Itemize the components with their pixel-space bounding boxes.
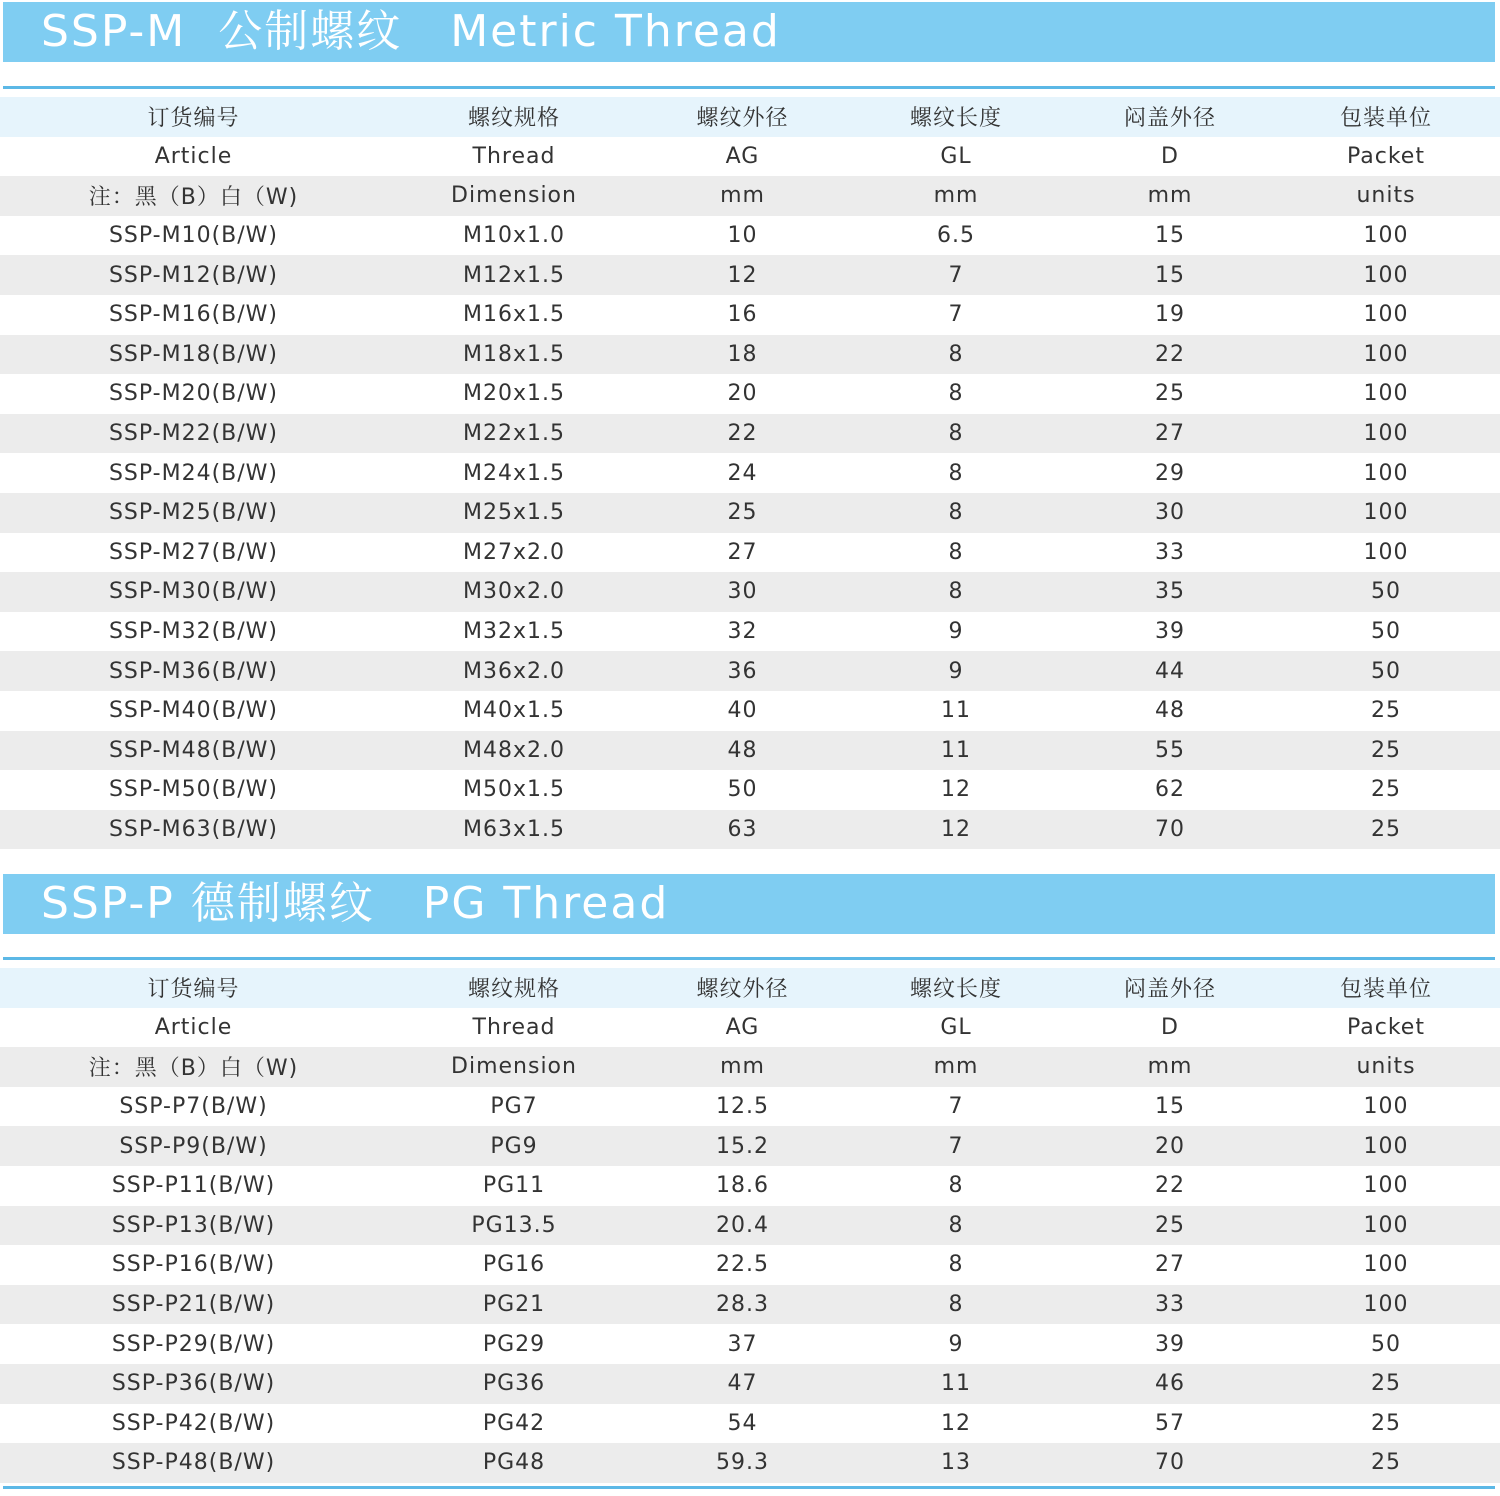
column-header: 螺纹规格 [387,97,641,137]
table-cell: PG42 [482,1410,546,1436]
table-cell: 15.2 [641,1126,844,1166]
table-cell: 100 [1272,1126,1500,1166]
table-cell: 15 [1155,1094,1185,1120]
table-cell: 27 [1068,414,1272,454]
table-cell: SSP-M10(B/W) [108,223,279,249]
table-cell: 70 [1068,810,1272,850]
header-row [0,176,1500,216]
table-cell: 37 [727,1331,758,1357]
table-cell: 28.3 [641,1285,844,1325]
column-header: Thread [472,1014,556,1040]
column-header: Article [154,1014,233,1040]
table-cell: M16x1.5 [463,302,565,328]
table-row [0,374,1500,414]
metric-section-title: SSP-M 公制螺纹 Metric Thread [41,6,781,57]
table-cell: SSP-P16(B/W) [111,1252,276,1278]
table-cell: M12x1.5 [387,255,641,295]
table-cell: M63x1.5 [387,810,641,850]
table-cell: 22 [641,414,844,454]
header-row [0,968,1500,1008]
table-row [0,810,1500,850]
table-cell: 7 [844,255,1068,295]
table-row [0,1126,1500,1166]
table-cell: PG48 [387,1443,641,1483]
table-cell: SSP-P21(B/W) [0,1285,387,1325]
table-cell: 47 [641,1364,844,1404]
table-cell: 50 [1272,572,1500,612]
table-cell: 25 [641,493,844,533]
table-cell: 25 [1371,698,1401,724]
table-row [0,612,1500,652]
table-cell: 100 [1363,460,1409,486]
table-cell: 62 [1155,777,1185,803]
table-cell: 100 [1363,302,1409,328]
pg-section-title: SSP-P 德制螺纹 PG Thread [41,878,670,929]
table-row [0,770,1500,810]
table-cell: 33 [1068,1285,1272,1325]
table-cell: 48 [641,731,844,771]
column-header: mm [1068,176,1272,216]
table-cell: 48 [1155,698,1185,724]
table-cell: 70 [1068,1443,1272,1483]
table-cell: 8 [948,460,964,486]
table-cell: 100 [1272,1206,1500,1246]
column-header: mm [1068,1047,1272,1087]
column-header: mm [641,176,844,216]
column-header: Dimension [387,1047,641,1087]
metric-divider [3,86,1495,89]
table-cell: 100 [1363,1173,1409,1199]
table-cell: 30 [641,572,844,612]
table-row [0,1443,1500,1483]
table-cell: SSP-M40(B/W) [108,698,279,724]
table-row [0,414,1500,454]
metric-title-bar [3,2,1495,62]
table-cell: SSP-M16(B/W) [108,302,279,328]
column-header: 螺纹长度 [844,97,1068,137]
table-cell: SSP-M36(B/W) [0,651,387,691]
table-cell: 7 [844,1126,1068,1166]
column-header: units [1272,1047,1500,1087]
table-cell: 19 [1155,302,1185,328]
table-cell: SSP-P29(B/W) [111,1331,276,1357]
table-cell: M18x1.5 [387,335,641,375]
table-cell: 33 [1155,539,1185,565]
column-header: D [1161,1014,1179,1040]
pg-divider [3,957,1495,960]
table-cell: 39 [1155,619,1185,645]
column-header: 订货编号 [0,97,387,137]
metric-spec-table [0,97,1500,849]
table-cell: PG13.5 [387,1206,641,1246]
table-cell: 9 [948,619,964,645]
table-cell: 6.5 [937,223,975,249]
table-cell: PG7 [490,1094,538,1120]
table-cell: 12 [844,810,1068,850]
table-cell: 15 [1155,223,1185,249]
table-cell: 25 [1371,777,1401,803]
table-cell: 8 [844,493,1068,533]
table-cell: 100 [1272,414,1500,454]
table-cell: SSP-M63(B/W) [0,810,387,850]
table-cell: 20 [1068,1126,1272,1166]
table-cell: 44 [1068,651,1272,691]
table-cell: 12 [941,1410,971,1436]
table-cell: M27x2.0 [463,539,565,565]
table-cell: 27 [1155,1252,1185,1278]
table-cell: 27 [727,539,758,565]
table-row [0,453,1500,493]
table-cell: 100 [1272,335,1500,375]
table-cell: 100 [1363,539,1409,565]
table-row [0,216,1500,256]
table-cell: SSP-P7(B/W) [119,1094,268,1120]
table-cell: 25 [1272,1443,1500,1483]
table-cell: 25 [1272,731,1500,771]
table-cell: 9 [844,651,1068,691]
table-cell: M40x1.5 [463,698,565,724]
table-cell: M25x1.5 [387,493,641,533]
table-cell: 25 [1272,1364,1500,1404]
table-cell: 54 [727,1410,758,1436]
table-cell: SSP-M30(B/W) [0,572,387,612]
table-cell: M48x2.0 [387,731,641,771]
table-cell: 46 [1068,1364,1272,1404]
pg-title-bar [3,874,1495,934]
table-cell: 25 [1272,810,1500,850]
column-header: GL [940,143,972,169]
table-row [0,691,1500,731]
table-cell: 35 [1068,572,1272,612]
table-cell: 29 [1155,460,1185,486]
column-header: Dimension [387,176,641,216]
table-cell: 11 [844,731,1068,771]
header-row [0,1047,1500,1087]
table-cell: 100 [1363,1252,1409,1278]
table-cell: 50 [1371,619,1401,645]
table-cell: 24 [727,460,758,486]
table-cell: SSP-P36(B/W) [0,1364,387,1404]
table-cell: SSP-M27(B/W) [108,539,279,565]
table-cell: 8 [844,335,1068,375]
table-cell: 16 [727,302,758,328]
table-cell: 8 [948,1252,964,1278]
column-header: AG [725,1014,760,1040]
table-row [0,651,1500,691]
pg-spec-table [0,968,1500,1483]
header-row [0,1008,1500,1048]
column-header: 订货编号 [0,968,387,1008]
column-header: 螺纹规格 [387,968,641,1008]
column-header: Packet [1347,1014,1425,1040]
table-cell: 100 [1363,223,1409,249]
table-row [0,1285,1500,1325]
table-cell: 100 [1363,1094,1409,1120]
table-cell: 55 [1068,731,1272,771]
table-row [0,731,1500,771]
table-cell: SSP-P13(B/W) [0,1206,387,1246]
table-cell: 57 [1155,1410,1185,1436]
header-row [0,97,1500,137]
table-row [0,572,1500,612]
table-row [0,295,1500,335]
table-cell: 22 [1068,335,1272,375]
table-cell: SSP-P48(B/W) [0,1443,387,1483]
table-row [0,1324,1500,1364]
table-cell: 50 [1272,651,1500,691]
column-header: 闷盖外径 [1068,968,1272,1008]
table-cell: PG16 [482,1252,546,1278]
table-cell: 18 [641,335,844,375]
table-cell: M36x2.0 [387,651,641,691]
table-row [0,335,1500,375]
table-cell: SSP-M25(B/W) [0,493,387,533]
table-cell: 100 [1272,493,1500,533]
table-cell: 8 [844,1206,1068,1246]
column-header: 注：黑（B）白（W) [0,176,387,216]
table-cell: SSP-M12(B/W) [0,255,387,295]
table-cell: 11 [844,1364,1068,1404]
table-cell: M30x2.0 [387,572,641,612]
table-cell: M32x1.5 [463,619,565,645]
column-header: mm [844,1047,1068,1087]
column-header: mm [844,176,1068,216]
column-header: 螺纹外径 [641,97,844,137]
table-cell: 63 [641,810,844,850]
table-cell: M20x1.5 [463,381,565,407]
table-cell: SSP-M32(B/W) [108,619,279,645]
table-cell: 12 [941,777,971,803]
table-row [0,1206,1500,1246]
table-cell: 39 [1155,1331,1185,1357]
header-row [0,137,1500,177]
table-cell: M50x1.5 [463,777,565,803]
table-cell: 8 [844,414,1068,454]
table-row [0,1166,1500,1206]
table-cell: 25 [1371,1410,1401,1436]
table-cell: 100 [1363,381,1409,407]
table-cell: SSP-M22(B/W) [0,414,387,454]
table-cell: 12 [641,255,844,295]
column-header: mm [641,1047,844,1087]
table-cell: 25 [1068,1206,1272,1246]
table-row [0,1245,1500,1285]
table-cell: PG11 [482,1173,546,1199]
table-cell: 50 [727,777,758,803]
column-header: 包装单位 [1272,97,1500,137]
table-cell: PG29 [482,1331,546,1357]
table-cell: SSP-P11(B/W) [111,1173,276,1199]
table-cell: 25 [1155,381,1185,407]
table-cell: 18.6 [716,1173,769,1199]
table-cell: PG36 [387,1364,641,1404]
column-header: 注：黑（B）白（W) [0,1047,387,1087]
column-header: 闷盖外径 [1068,97,1272,137]
table-cell: M24x1.5 [463,460,565,486]
table-cell: 30 [1068,493,1272,533]
table-cell: 10 [727,223,758,249]
table-cell: 20 [727,381,758,407]
table-cell: 36 [641,651,844,691]
table-cell: 8 [948,381,964,407]
table-cell: 9 [948,1331,964,1357]
table-cell: 59.3 [641,1443,844,1483]
table-cell: 22.5 [716,1252,769,1278]
column-header: D [1161,143,1179,169]
table-cell: 12.5 [716,1094,769,1120]
table-row [0,1364,1500,1404]
table-cell: SSP-P42(B/W) [111,1410,276,1436]
column-header: Thread [472,143,556,169]
column-header: 螺纹长度 [844,968,1068,1008]
table-cell: 7 [948,1094,964,1120]
table-cell: 20.4 [641,1206,844,1246]
table-row [0,1087,1500,1127]
table-cell: 8 [844,572,1068,612]
table-cell: 40 [727,698,758,724]
table-cell: 8 [948,539,964,565]
column-header: 螺纹外径 [641,968,844,1008]
table-cell: 8 [948,1173,964,1199]
table-cell: 32 [727,619,758,645]
column-header: 包装单位 [1272,968,1500,1008]
column-header: Article [154,143,233,169]
column-header: GL [940,1014,972,1040]
table-row [0,493,1500,533]
table-cell: SSP-M20(B/W) [108,381,279,407]
table-cell: PG21 [387,1285,641,1325]
table-cell: SSP-M50(B/W) [108,777,279,803]
table-cell: 50 [1371,1331,1401,1357]
column-header: AG [725,143,760,169]
table-cell: 22 [1155,1173,1185,1199]
table-cell: 100 [1272,255,1500,295]
table-cell: SSP-P9(B/W) [0,1126,387,1166]
table-row [0,1404,1500,1444]
table-cell: 13 [844,1443,1068,1483]
table-cell: M10x1.0 [463,223,565,249]
pg-bottom-rule [3,1486,1495,1489]
table-cell: PG9 [387,1126,641,1166]
table-cell: SSP-M18(B/W) [0,335,387,375]
table-row [0,255,1500,295]
table-cell: M22x1.5 [387,414,641,454]
column-header: units [1272,176,1500,216]
table-cell: 100 [1272,1285,1500,1325]
table-cell: 11 [941,698,971,724]
table-cell: 15 [1068,255,1272,295]
table-cell: 7 [948,302,964,328]
table-row [0,533,1500,573]
table-cell: 8 [844,1285,1068,1325]
table-cell: SSP-M48(B/W) [0,731,387,771]
column-header: Packet [1347,143,1425,169]
table-cell: SSP-M24(B/W) [108,460,279,486]
